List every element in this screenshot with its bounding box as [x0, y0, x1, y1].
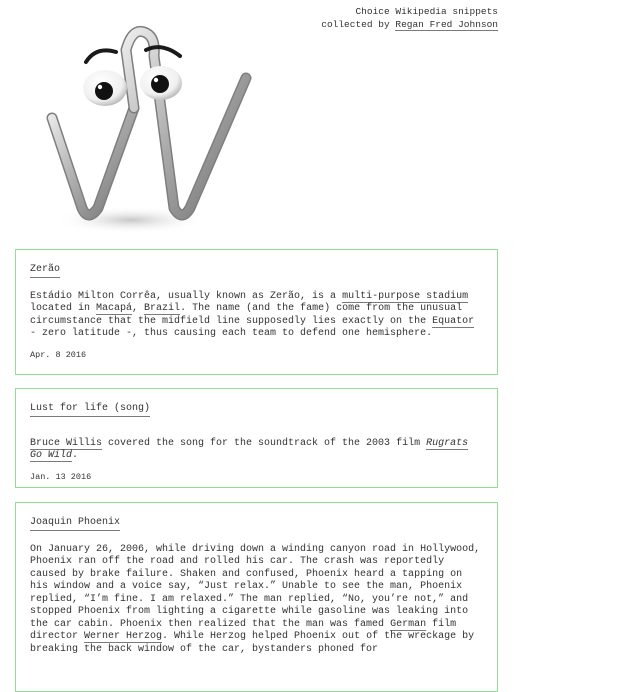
header-line1: Choice Wikipedia snippets — [355, 6, 498, 17]
wiki-link[interactable]: multi-purpose stadium — [342, 290, 469, 302]
snippet-date: Apr. 8 2016 — [30, 349, 87, 360]
wiki-link[interactable]: Werner Herzog — [84, 631, 163, 642]
snippet-date: Jan. 13 2016 — [30, 471, 92, 482]
snippet-text: . The name (and the fame) come from the unusual circumstance that the midfield line supposedly lies exactly on the — [30, 303, 463, 327]
snippet-card — [15, 249, 498, 375]
header-note — [321, 6, 498, 31]
snippet-body — [30, 291, 481, 341]
snippet-text: , — [132, 303, 145, 314]
snippet-card — [15, 502, 498, 692]
snippet-title-link[interactable]: Joaquin Phoenix — [30, 517, 120, 531]
paperclip-w-with-eyes-icon — [36, 22, 266, 238]
snippet-card — [15, 388, 498, 488]
snippet-text: . — [72, 450, 79, 461]
snippet-text: On January 26, 2006, while driving down a winding canyon road in Hollywood, Phoenix ran off the road and rolled his car. The crash was reportedly caused by brake failure. Shaken and confused, Phoenix heard a tapping on his window and a voice say, “Just relax.” Unable to see the man, Phoenix replied, “I’m fine. I am relaxed.” The man replied, “No, you’re not,” and stopped Phoenix from lighting a cigarette while gasoline was leaking into the car cabin. Phoenix then realized that the man was famed — [30, 543, 481, 630]
wiki-link[interactable]: Brazil — [144, 303, 181, 314]
snippet-text: Estádio Milton Corrêa, usually known as Zerão, is a — [30, 290, 343, 302]
author-link[interactable]: Regan Fred Johnson — [395, 18, 498, 30]
snippet-text: - zero latitude -, thus causing each team to defend one hemisphere. — [30, 328, 433, 339]
wiki-link[interactable]: Macapá — [96, 303, 133, 314]
wiki-link[interactable]: Bruce Willis — [30, 437, 103, 449]
snippet-title-link[interactable]: Lust for life (song) — [30, 403, 150, 417]
wiki-link[interactable]: German — [390, 618, 427, 630]
snippet-body — [30, 438, 481, 463]
header-collected-by: collected by — [321, 18, 396, 30]
snippet-text: . While Herzog helped Phoenix out of the wreckage by breaking the back window of the car, bystanders phoned for — [30, 631, 475, 655]
snippet-title-link[interactable]: Zerão — [30, 264, 60, 278]
header-line2 — [321, 19, 498, 32]
snippet-text: film director — [30, 618, 457, 642]
wiki-link[interactable]: Equator — [432, 315, 475, 327]
snippet-text: covered the song for the soundtrack of the 2003 film — [102, 437, 427, 449]
snippet-body — [30, 544, 481, 657]
snippet-text: located in — [30, 303, 97, 314]
wiki-link[interactable]: Rugrats Go Wild — [30, 437, 469, 461]
